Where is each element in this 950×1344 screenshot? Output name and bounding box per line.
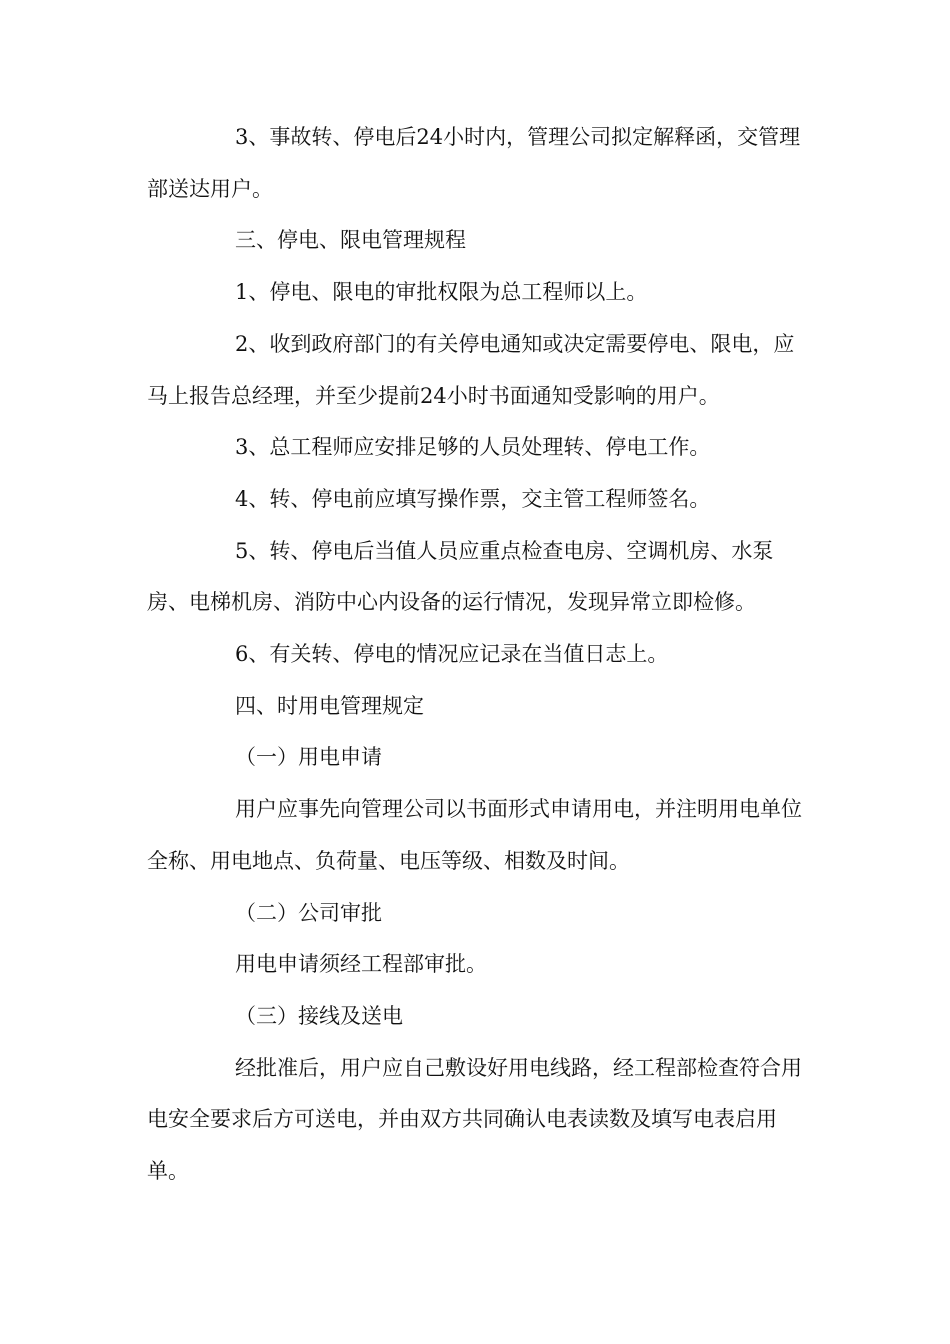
section-heading-3: 三、停电、限电管理规程 bbox=[235, 228, 466, 253]
paragraph-application: 用户应事先向管理公司以书面形式申请用电，并注明用电单位全称、用电地点、负荷量、电压等级、相数及时间。 bbox=[147, 797, 802, 873]
subheading-approval: （二）公司审批 bbox=[235, 900, 382, 925]
paragraph-item-3-explanation: 3、事故转、停电后24小时内，管理公司拟定解释函，交管理部送达用户。 bbox=[147, 125, 801, 201]
paragraph-approval: 用电申请须经工程部审批。 bbox=[235, 952, 487, 977]
paragraph-item-1-approval: 1、停电、限电的审批权限为总工程师以上。 bbox=[235, 280, 648, 305]
subheading-application: （一）用电申请 bbox=[235, 745, 382, 770]
paragraph-wiring: 经批准后，用户应自己敷设好用电线路，经工程部检查符合用电安全要求后方可送电，并由双方共同确认电表读数及填写电表启用单。 bbox=[147, 1055, 802, 1184]
subheading-wiring: （三）接线及送电 bbox=[235, 1003, 403, 1028]
document-body bbox=[147, 112, 807, 1198]
paragraph-item-2-notice: 2、收到政府部门的有关停电通知或决定需要停电、限电，应马上报告总经理，并至少提前24小时书面通知受影响的用户。 bbox=[147, 331, 795, 408]
paragraph-item-6-log: 6、有关转、停电的情况应记录在当值日志上。 bbox=[235, 642, 669, 667]
paragraph-item-4-operation-ticket: 4、转、停电前应填写操作票，交主管工程师签名。 bbox=[235, 486, 711, 511]
paragraph-item-3-staffing: 3、总工程师应安排足够的人员处理转、停电工作。 bbox=[235, 435, 711, 460]
section-heading-4: 四、时用电管理规定 bbox=[235, 693, 424, 718]
paragraph-item-5-inspection: 5、转、停电后当值人员应重点检查电房、空调机房、水泵房、电梯机房、消防中心内设备的运行情况，发现异常立即检修。 bbox=[147, 538, 774, 615]
